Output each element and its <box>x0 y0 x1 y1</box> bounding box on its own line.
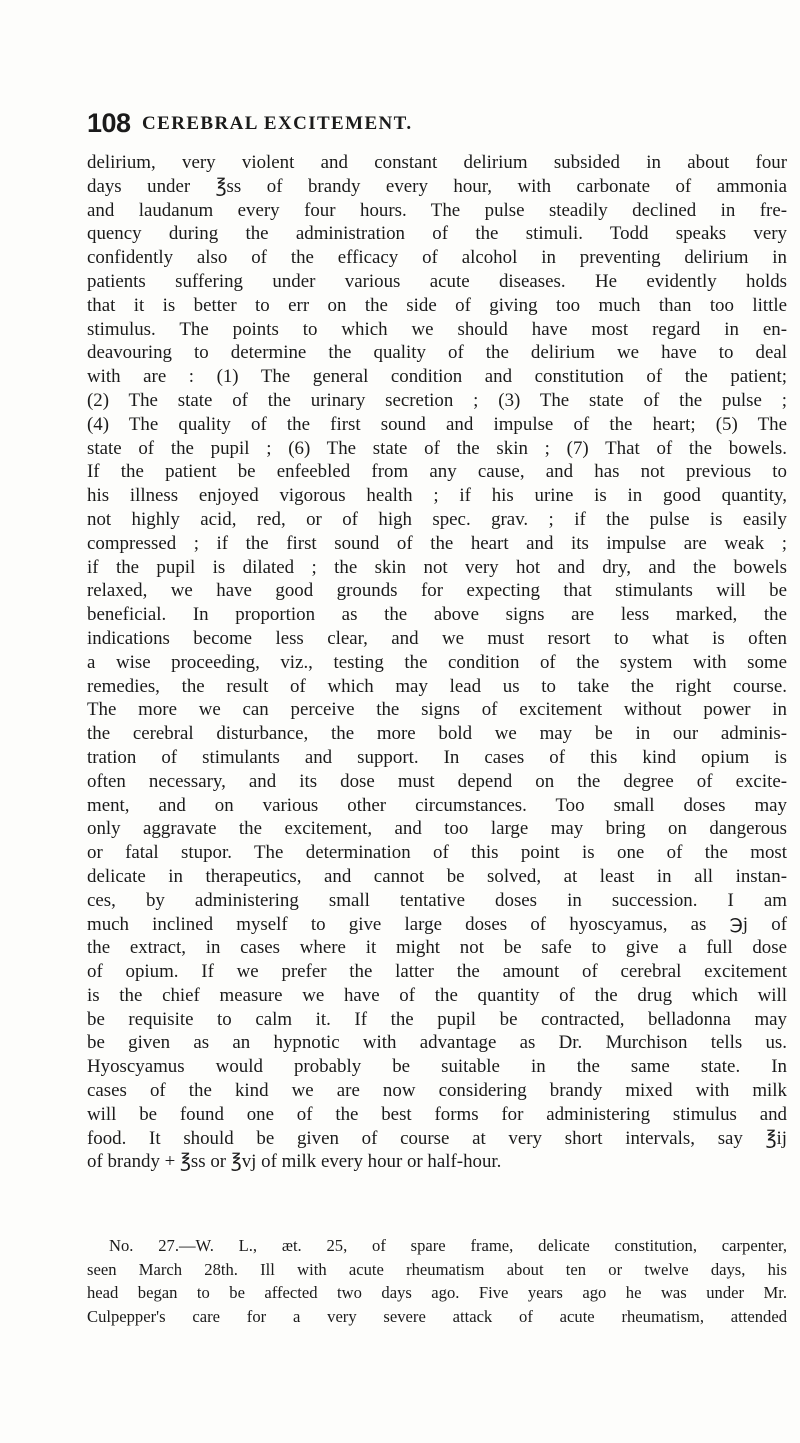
text-line: and laudanum every four hours. The pulse steadily declined in fre- <box>87 199 787 221</box>
main-paragraph <box>87 151 787 1174</box>
case-note-line: Culpepper's care for a very severe attack of acute rheumatism, attended <box>87 1306 787 1326</box>
text-line: if the pupil is dilated ; the skin not very hot and dry, and the bowels <box>87 556 787 578</box>
text-line: that it is better to err on the side of giving too much than too little <box>87 294 787 316</box>
text-line: be requisite to calm it. If the pupil be contracted, belladonna may <box>87 1008 787 1030</box>
text-line: days under ℥ss of brandy every hour, with carbonate of ammonia <box>87 175 787 197</box>
text-line: is the chief measure we have of the quantity of the drug which will <box>87 984 787 1006</box>
text-line: Hyoscyamus would probably be suitable in the same state. In <box>87 1056 787 1078</box>
text-line: only aggravate the excitement, and too large may bring on dangerous <box>87 818 787 840</box>
page-number: 108 <box>87 108 131 138</box>
text-line: stimulus. The points to which we should have most regard in en- <box>87 318 787 340</box>
text-line: compressed ; if the first sound of the heart and its impulse are weak ; <box>87 532 787 554</box>
text-line: with are : (1) The general condition and constitution of the patient; <box>87 366 787 388</box>
text-line: state of the pupil ; (6) The state of the skin ; (7) That of the bowels. <box>87 437 787 459</box>
text-line: patients suffering under various acute diseases. He evidently holds <box>87 270 787 292</box>
text-line: of opium. If we prefer the latter the amount of cerebral excitement <box>87 961 787 983</box>
text-line: quency during the administration of the stimuli. Todd speaks very <box>87 223 787 245</box>
text-line: relaxed, we have good grounds for expecting that stimulants will be <box>87 580 787 602</box>
text-line: the extract, in cases where it might not be safe to give a full dose <box>87 937 787 959</box>
text-line: or fatal stupor. The determination of this point is one of the most <box>87 842 787 864</box>
text-line: food. It should be given of course at very short intervals, say ℥ij <box>87 1127 787 1149</box>
text-line: (4) The quality of the first sound and impulse of the heart; (5) The <box>87 413 787 435</box>
text-line: be given as an hypnotic with advantage as Dr. Murchison tells us. <box>87 1032 787 1054</box>
text-line: The more we can perceive the signs of excitement without power in <box>87 699 787 721</box>
text-line: of brandy + ℥ss or ℥vj of milk every hour or half-hour. <box>87 1151 502 1173</box>
text-line: his illness enjoyed vigorous health ; if his urine is in good quantity, <box>87 485 787 507</box>
text-line: delicate in therapeutics, and cannot be solved, at least in all instan- <box>87 865 787 887</box>
case-note-line: head began to be affected two days ago. Five years ago he was under Mr. <box>87 1283 787 1302</box>
text-line: ces, by administering small tentative doses in succession. I am <box>87 889 787 911</box>
running-head <box>87 107 787 139</box>
text-line: will be found one of the best forms for administering stimulus and <box>87 1103 787 1125</box>
text-line: ment, and on various other circumstances. Too small doses may <box>87 794 787 816</box>
text-line: tration of stimulants and support. In cases of this kind opium is <box>87 746 787 768</box>
case-note-line: seen March 28th. Ill with acute rheumatism about ten or twelve days, his <box>87 1259 787 1279</box>
running-title: CEREBRAL EXCITEMENT. <box>142 113 413 134</box>
text-line: deavouring to determine the quality of the delirium we have to deal <box>87 342 787 364</box>
case-note <box>87 1234 787 1328</box>
text-line: indications become less clear, and we must resort to what is often <box>87 627 787 649</box>
text-line: beneficial. In proportion as the above signs are less marked, the <box>87 604 787 626</box>
text-line: If the patient be enfeebled from any cause, and has not previous to <box>87 461 787 483</box>
text-line: cases of the kind we are now considering brandy mixed with milk <box>87 1080 787 1102</box>
text-line: often necessary, and its dose must depend on the degree of excite- <box>87 770 787 792</box>
text-line: remedies, the result of which may lead us to take the right course. <box>87 675 787 697</box>
text-line: confidently also of the efficacy of alcohol in preventing delirium in <box>87 247 787 269</box>
text-line: a wise proceeding, viz., testing the condition of the system with some <box>87 651 787 673</box>
text-line: the cerebral disturbance, the more bold we may be in our adminis- <box>87 723 787 745</box>
text-line: not highly acid, red, or of high spec. grav. ; if the pulse is easily <box>87 508 787 530</box>
text-line: delirium, very violent and constant delirium subsided in about four <box>87 152 787 173</box>
text-line: (2) The state of the urinary secretion ; (3) The state of the pulse ; <box>87 389 787 411</box>
case-note-line: No. 27.—W. L., æt. 25, of spare frame, delicate constitution, carpenter, <box>109 1236 787 1255</box>
text-line: much inclined myself to give large doses of hyoscyamus, as ℈j of <box>87 913 787 935</box>
